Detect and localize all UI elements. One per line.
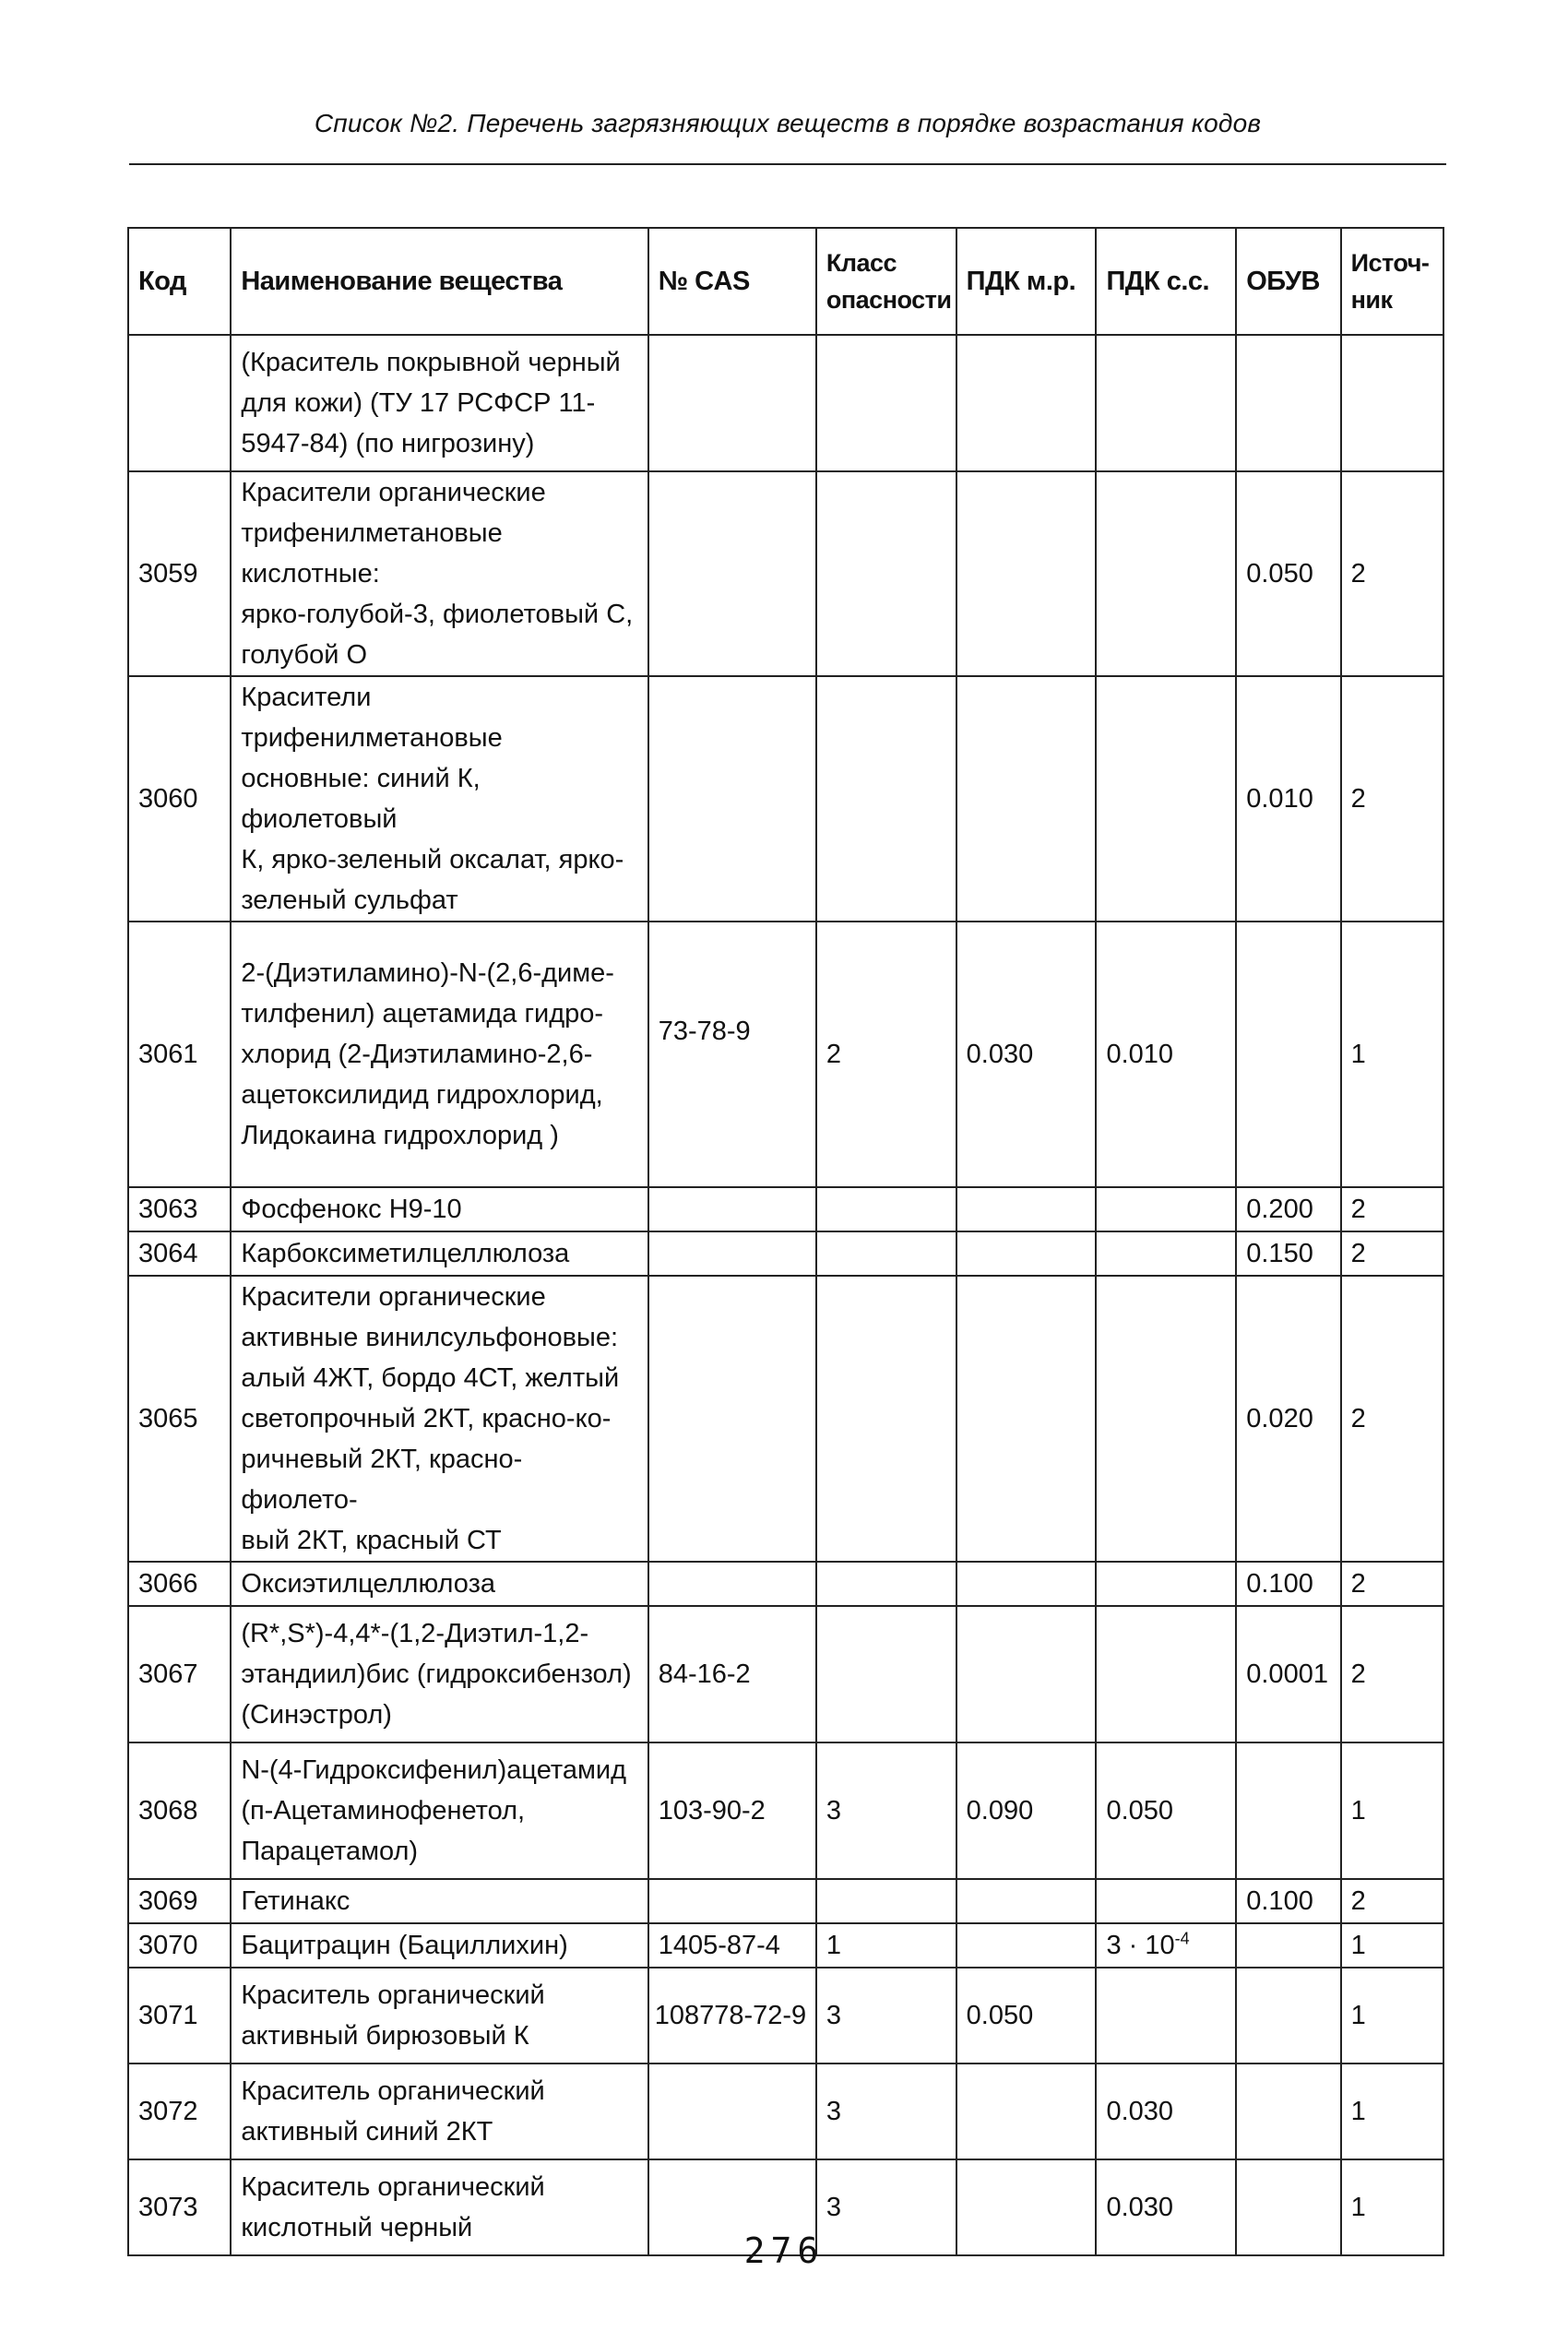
cell-cas: 103-90-2 bbox=[648, 1742, 816, 1879]
cell-pdk-mr bbox=[956, 335, 1097, 471]
cell-obuv: 0.010 bbox=[1236, 676, 1340, 922]
cell-name: Краситель органический кислотный черный bbox=[231, 2159, 647, 2255]
cell-hazard-class bbox=[816, 1606, 956, 1742]
cell-pdk-ss: 0.030 bbox=[1096, 2064, 1236, 2159]
page-number: 276 bbox=[743, 2230, 825, 2271]
cell-source: 1 bbox=[1341, 922, 1443, 1187]
cell-cas: 84-16-2 bbox=[648, 1606, 816, 1742]
cell-pdk-ss bbox=[1096, 335, 1236, 471]
table-row bbox=[128, 1276, 1443, 1562]
cell-pdk-ss bbox=[1096, 1879, 1236, 1923]
cell-source: 2 bbox=[1341, 1562, 1443, 1606]
header-cas: № CAS bbox=[648, 228, 816, 335]
cell-code: 3067 bbox=[128, 1606, 231, 1742]
cell-hazard-class: 3 bbox=[816, 1742, 956, 1879]
cell-pdk-mr bbox=[956, 676, 1097, 922]
cell-source: 1 bbox=[1341, 1923, 1443, 1968]
cell-pdk-ss bbox=[1096, 1231, 1236, 1276]
table-row bbox=[128, 2064, 1443, 2159]
cell-hazard-class bbox=[816, 335, 956, 471]
cell-hazard-class: 2 bbox=[816, 922, 956, 1187]
cell-pdk-mr bbox=[956, 1606, 1097, 1742]
cell-obuv bbox=[1236, 922, 1340, 1187]
cell-name: Бацитрацин (Бациллихин) bbox=[231, 1923, 647, 1968]
cell-code: 3073 bbox=[128, 2159, 231, 2255]
cell-cas: 1405-87-4 bbox=[648, 1923, 816, 1968]
cell-code: 3063 bbox=[128, 1187, 231, 1231]
cell-source: 2 bbox=[1341, 1187, 1443, 1231]
cell-source: 1 bbox=[1341, 1968, 1443, 2064]
header-pdk-mr: ПДК м.р. bbox=[956, 228, 1097, 335]
table-row bbox=[128, 471, 1443, 676]
cell-pdk-ss bbox=[1096, 1276, 1236, 1562]
cell-pdk-ss: 0.030 bbox=[1096, 2159, 1236, 2255]
cell-pdk-ss bbox=[1096, 1187, 1236, 1231]
cell-pdk-mr bbox=[956, 1276, 1097, 1562]
header-source: Источ- ник bbox=[1341, 228, 1443, 335]
cell-pdk-mr: 0.030 bbox=[956, 922, 1097, 1187]
cell-name: Красители органические трифенилметановые кислотные: ярко-голубой-3, фиолетовый С, голубой О bbox=[231, 471, 647, 676]
table-row bbox=[128, 1742, 1443, 1879]
running-head: Список №2. Перечень загрязняющих веществ в порядке возрастания кодов bbox=[314, 109, 1262, 137]
cell-hazard-class bbox=[816, 1562, 956, 1606]
header-code: Код bbox=[128, 228, 231, 335]
cell-hazard-class bbox=[816, 1879, 956, 1923]
cell-code: 3061 bbox=[128, 922, 231, 1187]
cell-code: 3064 bbox=[128, 1231, 231, 1276]
header-obuv: ОБУВ bbox=[1236, 228, 1340, 335]
cell-source: 1 bbox=[1341, 2159, 1443, 2255]
cell-obuv bbox=[1236, 1968, 1340, 2064]
cell-pdk-ss bbox=[1096, 471, 1236, 676]
cell-name: Оксиэтилцеллюлоза bbox=[231, 1562, 647, 1606]
cell-name: (Краситель покрывной черный для кожи) (ТУ 17 РСФСР 11- 5947-84) (по нигрозину) bbox=[231, 335, 647, 471]
cell-pdk-mr bbox=[956, 1562, 1097, 1606]
cell-pdk-mr bbox=[956, 1923, 1097, 1968]
cell-obuv: 0.020 bbox=[1236, 1276, 1340, 1562]
cell-name: Гетинакс bbox=[231, 1879, 647, 1923]
cell-pdk-ss bbox=[1096, 1606, 1236, 1742]
table-row bbox=[128, 1879, 1443, 1923]
cell-hazard-class: 1 bbox=[816, 1923, 956, 1968]
cell-name: Красители трифенилметановые основные: синий К, фиолетовый К, ярко-зеленый оксалат, ярко- зеленый сульфат bbox=[231, 676, 647, 922]
table-row bbox=[128, 1562, 1443, 1606]
cell-code: 3066 bbox=[128, 1562, 231, 1606]
cell-pdk-ss bbox=[1096, 1562, 1236, 1606]
cell-pdk-mr bbox=[956, 2064, 1097, 2159]
cell-pdk-mr bbox=[956, 1879, 1097, 1923]
cell-pdk-mr: 0.050 bbox=[956, 1968, 1097, 2064]
cell-cas bbox=[648, 1231, 816, 1276]
table-row bbox=[128, 1187, 1443, 1231]
cell-pdk-mr bbox=[956, 1231, 1097, 1276]
cell-obuv: 0.150 bbox=[1236, 1231, 1340, 1276]
header-pdk-ss: ПДК с.с. bbox=[1096, 228, 1236, 335]
cell-hazard-class bbox=[816, 676, 956, 922]
cell-obuv: 0.050 bbox=[1236, 471, 1340, 676]
cell-code: 3065 bbox=[128, 1276, 231, 1562]
cell-cas bbox=[648, 1187, 816, 1231]
cell-name: (R*,S*)-4,4*-(1,2-Диэтил-1,2- этандиил)бис (гидроксибензол) (Синэстрол) bbox=[231, 1606, 647, 1742]
pdk-ss-exponent: -4 bbox=[1174, 1929, 1190, 1948]
cell-code: 3071 bbox=[128, 1968, 231, 2064]
cell-cas: 73-78-9 bbox=[648, 922, 816, 1187]
header-hazard-class: Класс опасности bbox=[816, 228, 956, 335]
cell-name: 2-(Диэтиламино)-N-(2,6-диме- тилфенил) ацетамида гидро- хлорид (2-Диэтиламино-2,6- ацетоксилидид гидрохлорид, Лидокаина гидрохлорид ) bbox=[231, 922, 647, 1187]
cell-source: 2 bbox=[1341, 471, 1443, 676]
cell-code: 3069 bbox=[128, 1879, 231, 1923]
table-row bbox=[128, 1923, 1443, 1968]
header-rule bbox=[129, 163, 1446, 165]
cell-cas bbox=[648, 335, 816, 471]
cell-name: Красители органические активные винилсульфоновые: алый 4ЖТ, бордо 4СТ, желтый светопрочный 2КТ, красно-ко- ричневый 2КТ, красно-фиолето- вый 2КТ, красный СТ bbox=[231, 1276, 647, 1562]
cell-obuv: 0.100 bbox=[1236, 1562, 1340, 1606]
cell-obuv bbox=[1236, 1923, 1340, 1968]
cell-code bbox=[128, 335, 231, 471]
cell-obuv bbox=[1236, 2064, 1340, 2159]
table-row bbox=[128, 676, 1443, 922]
cell-name: Краситель органический активный синий 2КТ bbox=[231, 2064, 647, 2159]
cell-hazard-class: 3 bbox=[816, 2064, 956, 2159]
cell-source: 2 bbox=[1341, 676, 1443, 922]
table-row bbox=[128, 922, 1443, 1187]
cell-pdk-ss: 0.050 bbox=[1096, 1742, 1236, 1879]
cell-name: Краситель органический активный бирюзовый К bbox=[231, 1968, 647, 2064]
cell-hazard-class bbox=[816, 471, 956, 676]
cell-pdk-ss bbox=[1096, 676, 1236, 922]
cell-obuv: 0.0001 bbox=[1236, 1606, 1340, 1742]
table-row bbox=[128, 335, 1443, 471]
cell-hazard-class bbox=[816, 1187, 956, 1231]
cell-cas bbox=[648, 1562, 816, 1606]
cell-name: Фосфенокс Н9-10 bbox=[231, 1187, 647, 1231]
table-row bbox=[128, 1968, 1443, 2064]
cell-pdk-ss bbox=[1096, 1923, 1236, 1968]
cell-code: 3059 bbox=[128, 471, 231, 676]
cell-name: Карбоксиметилцеллюлоза bbox=[231, 1231, 647, 1276]
cell-pdk-mr bbox=[956, 1187, 1097, 1231]
cell-cas bbox=[648, 1879, 816, 1923]
cell-cas bbox=[648, 676, 816, 922]
cell-source bbox=[1341, 335, 1443, 471]
substances-table bbox=[127, 227, 1444, 2256]
table-row bbox=[128, 1231, 1443, 1276]
cell-source: 2 bbox=[1341, 1879, 1443, 1923]
cell-code: 3060 bbox=[128, 676, 231, 922]
cell-obuv: 0.100 bbox=[1236, 1879, 1340, 1923]
cell-cas bbox=[648, 1276, 816, 1562]
cell-obuv bbox=[1236, 335, 1340, 471]
cell-code: 3068 bbox=[128, 1742, 231, 1879]
cell-source: 2 bbox=[1341, 1606, 1443, 1742]
cell-code: 3070 bbox=[128, 1923, 231, 1968]
cell-hazard-class: 3 bbox=[816, 1968, 956, 2064]
cell-source: 2 bbox=[1341, 1231, 1443, 1276]
cell-source: 1 bbox=[1341, 2064, 1443, 2159]
header-name: Наименование вещества bbox=[231, 228, 647, 335]
cell-cas: 108778-72-9 bbox=[648, 1968, 816, 2064]
cell-obuv: 0.200 bbox=[1236, 1187, 1340, 1231]
cell-pdk-mr: 0.090 bbox=[956, 1742, 1097, 1879]
cell-source: 1 bbox=[1341, 1742, 1443, 1879]
cell-source: 2 bbox=[1341, 1276, 1443, 1562]
cell-pdk-ss: 0.010 bbox=[1096, 922, 1236, 1187]
cell-hazard-class bbox=[816, 1231, 956, 1276]
cell-cas bbox=[648, 471, 816, 676]
cell-hazard-class: 3 bbox=[816, 2159, 956, 2255]
table-header-row bbox=[128, 228, 1443, 335]
cell-pdk-ss bbox=[1096, 1968, 1236, 2064]
cell-name: N-(4-Гидроксифенил)ацетамид (п-Ацетаминофенетол, Парацетамол) bbox=[231, 1742, 647, 1879]
cell-code: 3072 bbox=[128, 2064, 231, 2159]
cell-cas bbox=[648, 2064, 816, 2159]
table-row bbox=[128, 1606, 1443, 1742]
cell-pdk-mr bbox=[956, 471, 1097, 676]
pdk-ss-mantissa: 3 · 10 bbox=[1106, 1931, 1175, 1960]
cell-obuv bbox=[1236, 1742, 1340, 1879]
cell-hazard-class bbox=[816, 1276, 956, 1562]
